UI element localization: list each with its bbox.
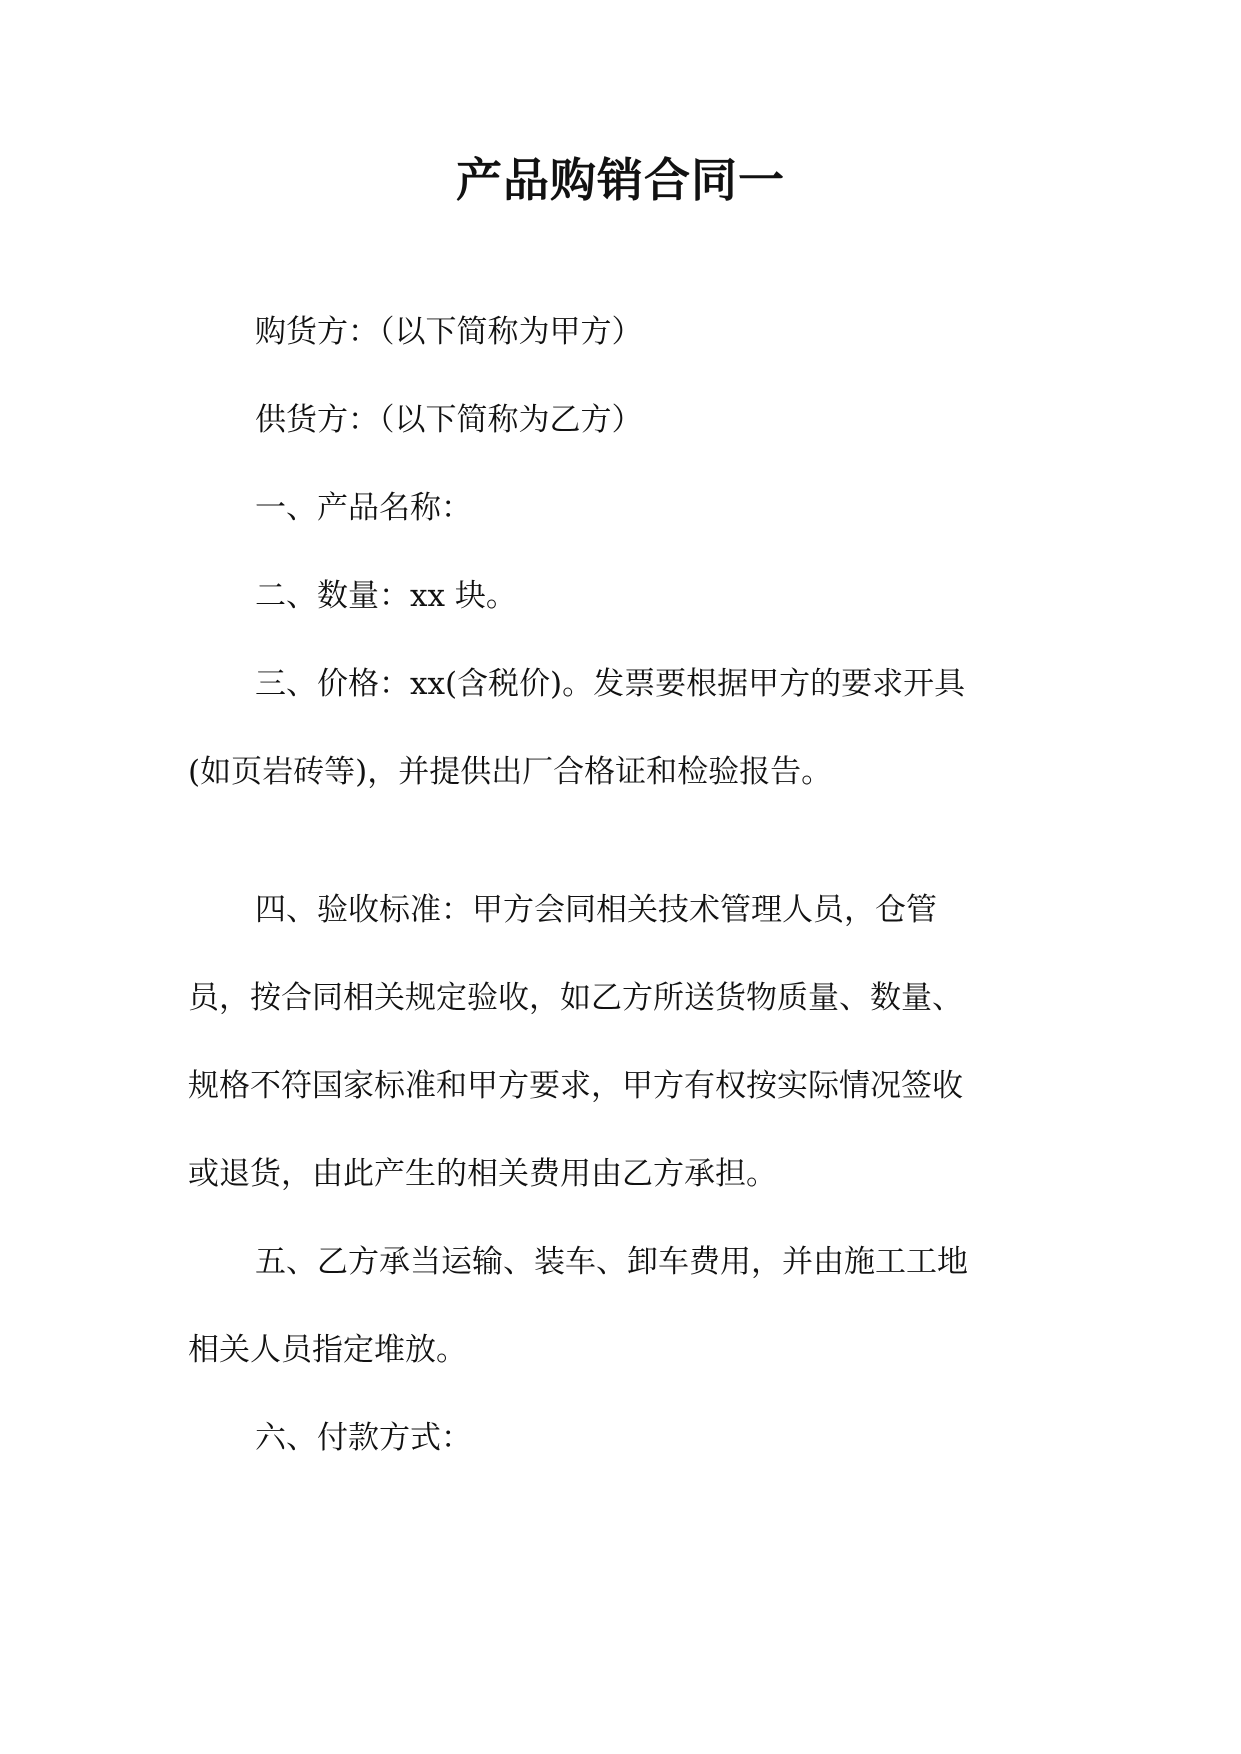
clause-4-acceptance: 四、验收标准：甲方会同相关技术管理人员，仓管 [255,892,937,928]
buyer-line: 购货方：（以下简称为甲方） [255,314,643,350]
clause-1-product-name: 一、产品名称： [255,490,472,526]
clause-4-acceptance-line-2: 员，按合同相关规定验收，如乙方所送货物质量、数量、 [188,980,963,1016]
supplier-line: 供货方：（以下简称为乙方） [255,402,643,438]
clause-6-payment: 六、付款方式： [255,1420,472,1456]
document-title: 产品购销合同一 [456,153,785,207]
clause-3-price: 三、价格：xx(含税价)。发票要根据甲方的要求开具 [255,666,966,702]
clause-2-quantity: 二、数量：xx 块。 [255,578,517,614]
clause-5-transport: 五、乙方承当运输、装车、卸车费用，并由施工工地 [255,1244,968,1280]
clause-4-acceptance-line-3: 规格不符国家标准和甲方要求，甲方有权按实际情况签收 [188,1068,963,1104]
clause-3-price-continued: (如页岩砖等)，并提供出厂合格证和检验报告。 [188,754,833,790]
clause-4-acceptance-line-4: 或退货，由此产生的相关费用由乙方承担。 [188,1156,777,1192]
clause-5-transport-continued: 相关人员指定堆放。 [188,1332,467,1368]
